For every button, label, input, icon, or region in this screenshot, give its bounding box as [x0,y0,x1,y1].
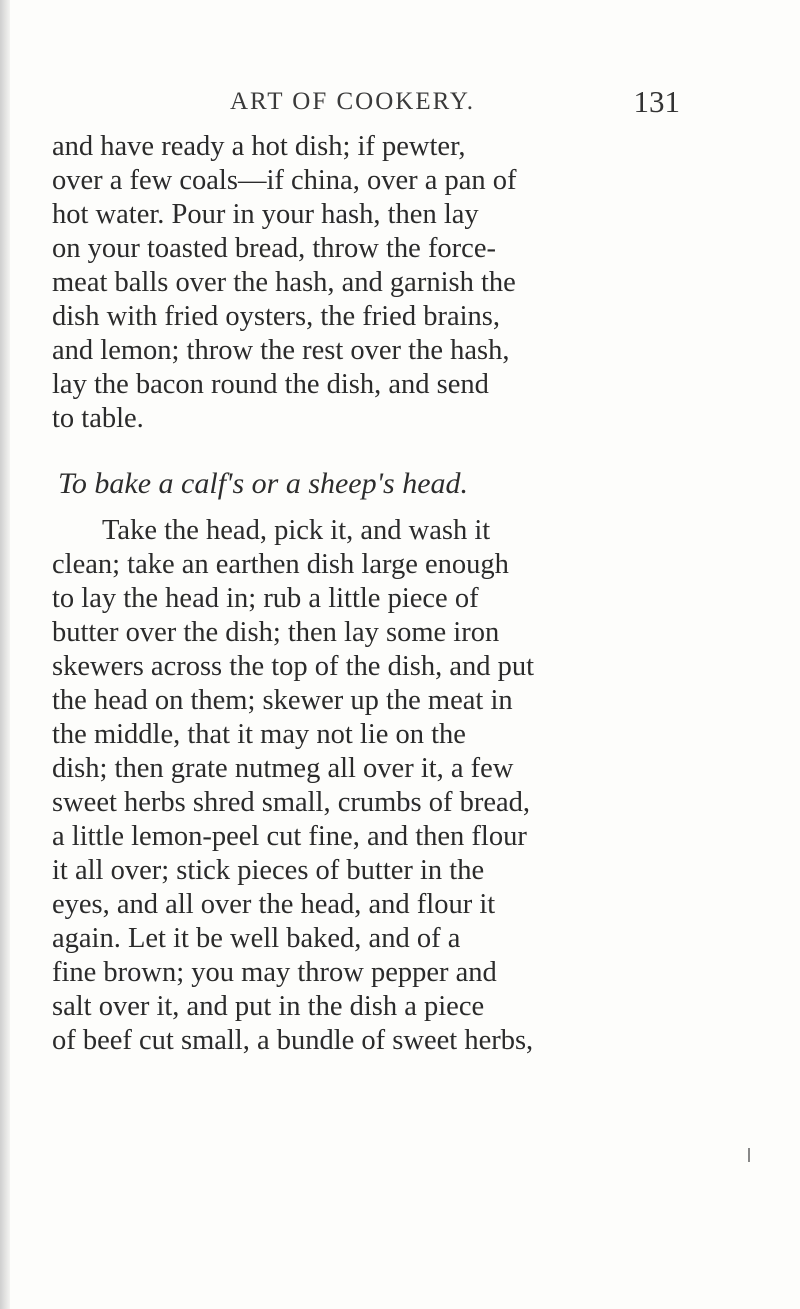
text-line: to table. [52,403,144,434]
body-text [52,130,712,1058]
text-line: again. Let it be well baked, and of a [52,923,461,954]
text-line: hot water. Pour in your hash, then lay [52,199,479,230]
recipe-paragraph [52,514,712,1058]
paragraph-continued [52,130,712,436]
text-line: meat balls over the hash, and garnish the [52,267,516,298]
text-line: fine brown; you may throw pepper and [52,957,497,988]
text-line: the middle, that it may not lie on the [52,719,466,750]
text-line: and lemon; throw the rest over the hash, [52,335,510,366]
text-line: butter over the dish; then lay some iron [52,617,500,648]
text-line: a little lemon-peel cut fine, and then flour [52,821,527,852]
section-spacer [52,436,712,464]
text-line: eyes, and all over the head, and flour it [52,889,496,920]
page-gutter-edge [0,0,10,1309]
print-speck [748,1148,750,1162]
text-line: clean; take an earthen dish large enough [52,549,509,580]
text-line: the head on them; skewer up the meat in [52,685,513,716]
text-line: over a few coals—if china, over a pan of [52,165,517,196]
text-line: of beef cut small, a bundle of sweet herbs, [52,1025,534,1056]
text-line: dish with fried oysters, the fried brains, [52,301,500,332]
text-line: and have ready a hot dish; if pewter, [52,131,466,162]
text-line: it all over; stick pieces of butter in the [52,855,485,886]
recipe-heading: To bake a calf's or a sheep's head. [58,467,469,500]
text-line: to lay the head in; rub a little piece of [52,583,479,614]
page-number: 131 [633,84,680,119]
text-line: skewers across the top of the dish, and put [52,651,535,682]
text-line: Take the head, pick it, and wash it [102,515,491,546]
text-line: on your toasted bread, throw the force- [52,233,496,264]
text-line: sweet herbs shred small, crumbs of bread, [52,787,531,818]
text-line: salt over it, and put in the dish a piece [52,991,485,1022]
running-head [60,84,680,122]
text-line: dish; then grate nutmeg all over it, a few [52,753,514,784]
text-line: lay the bacon round the dish, and send [52,369,489,400]
running-title: ART OF COOKERY. [230,88,475,115]
